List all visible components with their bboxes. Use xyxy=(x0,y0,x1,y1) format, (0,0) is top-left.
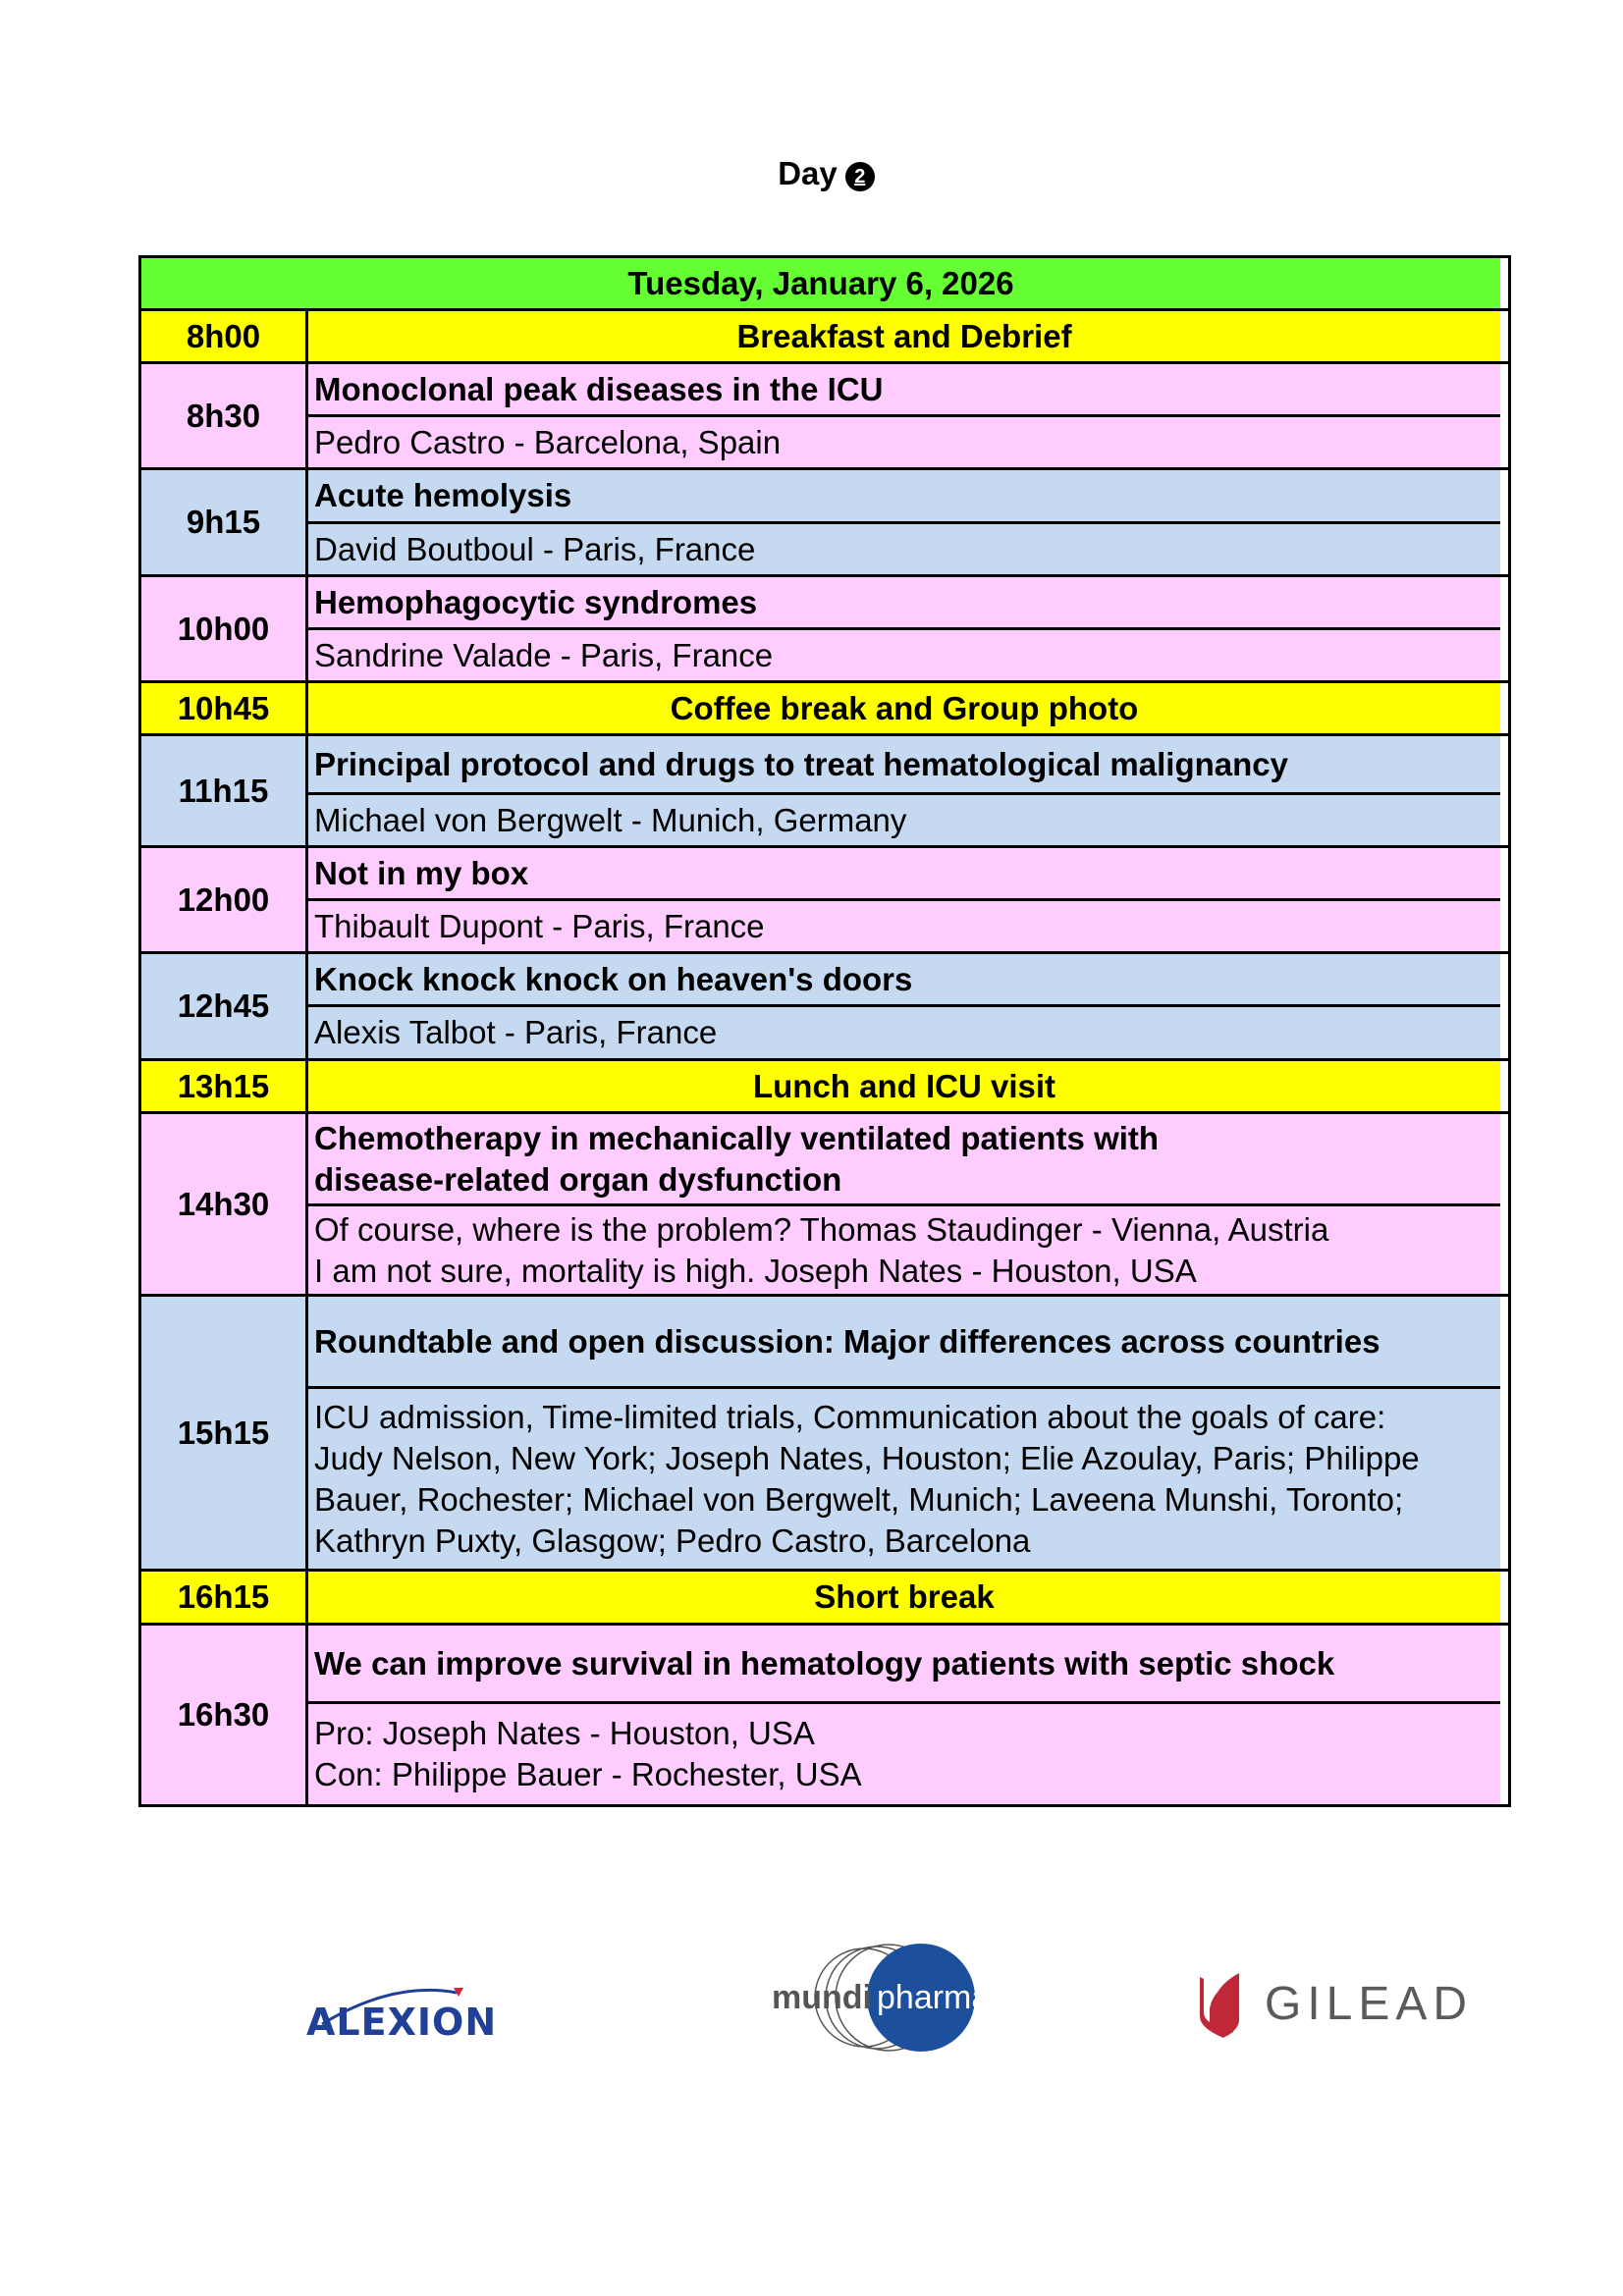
talk-title-line: Chemotherapy in mechanically ventilated patients with xyxy=(314,1119,1160,1156)
date-cell xyxy=(141,258,1500,308)
schedule-table xyxy=(138,255,1511,1807)
mundipharma-wordmark-left: mundi xyxy=(772,1979,872,2016)
time-cell: 11h15 xyxy=(141,736,308,845)
schedule-row-break xyxy=(141,683,1508,736)
talk-title: Monoclonal peak diseases in the ICU xyxy=(308,364,1500,417)
day-heading xyxy=(0,155,1623,192)
talk-speaker: Thibault Dupont - Paris, France xyxy=(314,907,765,944)
talk-cell xyxy=(308,364,1500,467)
time-cell: 10h45 xyxy=(141,683,308,733)
talk-speakers xyxy=(308,1389,1500,1569)
talk-title: Not in my box xyxy=(308,848,1500,901)
time-cell: 16h30 xyxy=(141,1626,308,1804)
talk-title: Hemophagocytic syndromes xyxy=(308,577,1500,630)
talk-title-line: disease-related organ dysfunction xyxy=(314,1160,842,1198)
time-cell: 12h45 xyxy=(141,954,308,1058)
talk-speaker: Pedro Castro - Barcelona, Spain xyxy=(314,423,782,460)
date-row xyxy=(141,258,1508,311)
gilead-wordmark: GILEAD xyxy=(1265,1978,1474,2030)
time-cell: 16h15 xyxy=(141,1572,308,1623)
talk-cell xyxy=(308,1114,1500,1294)
talk-speakers xyxy=(308,1206,1500,1294)
day-label: Day xyxy=(778,155,838,191)
talk-speaker-line: ICU admission, Time-limited trials, Communication about the goals of care: xyxy=(314,1398,1386,1435)
break-cell xyxy=(308,1572,1500,1623)
alexion-wordmark: ALEXION xyxy=(306,2001,498,2044)
schedule-row-break xyxy=(141,1061,1508,1114)
talk-speaker-line: Bauer, Rochester; Michael von Bergwelt, Munich; Laveena Munshi, Toronto; xyxy=(314,1480,1404,1518)
break-cell xyxy=(308,683,1500,733)
break-cell xyxy=(308,1061,1500,1111)
schedule-row-talk xyxy=(141,736,1508,848)
schedule-row-talk xyxy=(141,577,1508,683)
schedule-row-break xyxy=(141,311,1508,364)
talk-speaker: Of course, where is the problem? Thomas Staudinger - Vienna, Austria xyxy=(314,1210,1329,1248)
break-title: Breakfast and Debrief xyxy=(736,317,1072,354)
talk-cell xyxy=(308,954,1500,1058)
talk-speaker: I am not sure, mortality is high. Joseph Nates - Houston, USA xyxy=(314,1252,1197,1289)
talk-title: Knock knock knock on heaven's doors xyxy=(308,954,1500,1007)
talk-cell xyxy=(308,470,1500,574)
talk-speaker: Pro: Joseph Nates - Houston, USA xyxy=(314,1715,815,1751)
schedule-row-talk xyxy=(141,470,1508,577)
talk-speaker: David Boutboul - Paris, France xyxy=(314,530,756,567)
talk-title: Acute hemolysis xyxy=(308,470,1500,524)
talk-speaker: Alexis Talbot - Paris, France xyxy=(314,1014,718,1050)
break-title: Short break xyxy=(814,1578,995,1615)
talk-speaker-line: Kathryn Puxty, Glasgow; Pedro Castro, Barcelona xyxy=(314,1522,1031,1559)
gilead-logo xyxy=(1188,1963,1474,2042)
talk-title: Principal protocol and drugs to treat hematological malignancy xyxy=(308,736,1500,795)
day-number-badge: 2 xyxy=(845,162,875,191)
time-cell: 8h00 xyxy=(141,311,308,361)
time-cell: 9h15 xyxy=(141,470,308,574)
time-cell: 12h00 xyxy=(141,848,308,951)
break-title: Lunch and ICU visit xyxy=(752,1067,1056,1104)
schedule-row-talk xyxy=(141,364,1508,470)
time-cell: 13h15 xyxy=(141,1061,308,1111)
talk-cell xyxy=(308,1626,1500,1804)
schedule-row-talk xyxy=(141,848,1508,954)
time-cell: 14h30 xyxy=(141,1114,308,1294)
talk-cell xyxy=(308,736,1500,845)
gilead-shield-icon xyxy=(1188,1963,1247,2042)
schedule-row-talk xyxy=(141,1297,1508,1572)
talk-speaker: Michael von Bergwelt - Munich, Germany xyxy=(314,801,907,838)
break-title: Coffee break and Group photo xyxy=(670,689,1139,726)
alexion-logo xyxy=(304,1973,530,2042)
talk-title: We can improve survival in hematology patients with septic shock xyxy=(308,1626,1500,1704)
talk-speaker-line: Judy Nelson, New York; Joseph Nates, Houston; Elie Azoulay, Paris; Philippe xyxy=(314,1439,1420,1476)
mundipharma-wordmark-right: pharma xyxy=(877,1979,991,2016)
talk-title xyxy=(308,1114,1500,1206)
time-cell: 15h15 xyxy=(141,1297,308,1569)
time-cell: 10h00 xyxy=(141,577,308,680)
talk-title: Roundtable and open discussion: Major differences across countries xyxy=(308,1297,1500,1389)
talk-speaker: Sandrine Valade - Paris, France xyxy=(314,636,774,673)
schedule-row-talk xyxy=(141,1114,1508,1297)
schedule-row-break xyxy=(141,1572,1508,1626)
talk-speakers xyxy=(308,1704,1500,1804)
mundipharma-logo xyxy=(769,1942,991,2055)
talk-speaker: Con: Philippe Bauer - Rochester, USA xyxy=(314,1756,862,1792)
talk-cell xyxy=(308,577,1500,680)
schedule-row-talk xyxy=(141,954,1508,1061)
time-cell: 8h30 xyxy=(141,364,308,467)
schedule-row-talk xyxy=(141,1626,1508,1804)
talk-cell xyxy=(308,1297,1500,1569)
date-text: Tuesday, January 6, 2026 xyxy=(627,264,1014,301)
talk-cell xyxy=(308,848,1500,951)
break-cell xyxy=(308,311,1500,361)
